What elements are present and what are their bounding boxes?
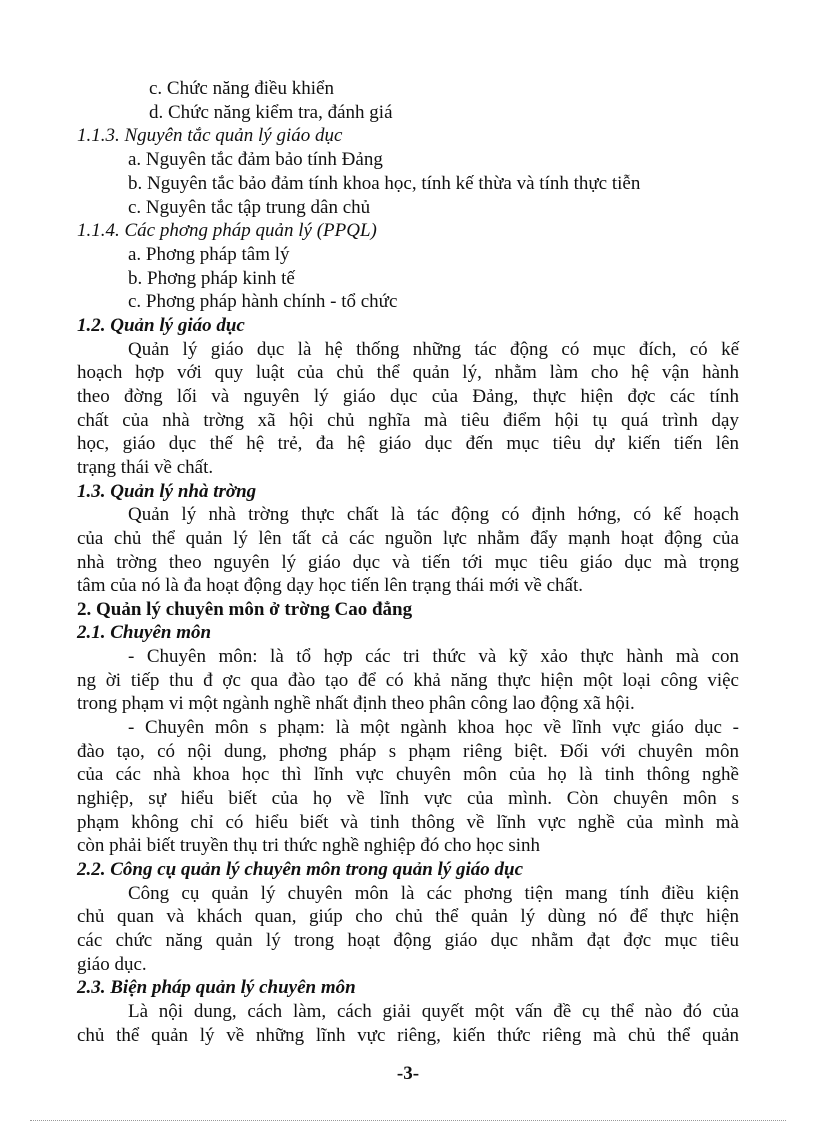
paragraph-line: chủ quan và khách quan, giúp cho chủ thể quản lý dùng nó để thực hiện: [77, 906, 739, 927]
paragraph-line: nghiệp, sự hiểu biết của họ về lĩnh vực của mình. Còn chuyên môn s: [77, 788, 739, 809]
paragraph-line: hoạch hợp với quy luật của chủ thể quản lý, nhằm làm cho hệ vận hành: [77, 362, 739, 383]
paragraph-line: - Chuyên môn s phạm: là một ngành khoa học về lĩnh vực giáo dục -: [128, 717, 739, 738]
section-heading-1-2: 1.2. Quản lý giáo dục: [77, 315, 245, 336]
paragraph-line: phạm không chỉ có hiểu biết và tinh thông về lĩnh vực nghề của mình mà: [77, 812, 739, 833]
section-heading-2-3: 2.3. Biện pháp quản lý chuyên môn: [77, 977, 356, 998]
page-divider: [30, 1120, 786, 1121]
outline-item: b. Nguyên tắc bảo đảm tính khoa học, tính kế thừa và tính thực tiễn: [128, 173, 641, 194]
subheading-1-1-4: 1.1.4. Các phơng pháp quản lý (PPQL): [77, 220, 377, 241]
page-number: -3-: [396, 1063, 420, 1084]
paragraph-line: nhà trờng theo nguyên lý giáo dục và tiến tới mục tiêu giáo dục mà trọng: [77, 552, 739, 573]
paragraph-line: theo đờng lối và nguyên lý giáo dục của Đảng, thực hiện đợc các tính: [77, 386, 739, 407]
paragraph-line: Công cụ quản lý chuyên môn là các phơng tiện mang tính điều kiện: [128, 883, 739, 904]
outline-item: a. Nguyên tắc đảm bảo tính Đảng: [128, 149, 383, 170]
paragraph-line: ng ời tiếp thu đ ợc qua đào tạo để có khả năng thực hiện một loại công việc: [77, 670, 739, 691]
section-heading-1-3: 1.3. Quản lý nhà trờng: [77, 481, 257, 502]
paragraph-line: của các nhà khoa học thì lĩnh vực chuyên môn của họ là tinh thông nghề: [77, 764, 739, 785]
paragraph-line: các chức năng quản lý trong hoạt động giáo dục nhằm đạt đợc mục tiêu: [77, 930, 739, 951]
outline-item: a. Phơng pháp tâm lý: [128, 244, 290, 265]
paragraph-line: trong phạm vi một ngành nghề nhất định theo phân công lao động xã hội.: [77, 693, 635, 714]
paragraph-line: - Chuyên môn: là tổ hợp các tri thức và kỹ xảo thực hành mà con: [128, 646, 739, 667]
paragraph-line: đào tạo, có nội dung, phơng pháp s phạm riêng biệt. Đối với chuyên môn: [77, 741, 739, 762]
outline-item: c. Chức năng điều khiển: [149, 78, 334, 99]
section-heading-2-2: 2.2. Công cụ quản lý chuyên môn trong quản lý giáo dục: [77, 859, 524, 880]
paragraph-line: Quản lý giáo dục là hệ thống những tác động có mục đích, có kế: [128, 339, 739, 360]
section-heading-2-1: 2.1. Chuyên môn: [77, 622, 212, 643]
outline-item: b. Phơng pháp kinh tế: [128, 268, 295, 289]
section-heading-2: 2. Quản lý chuyên môn ở trờng Cao đẳng: [77, 599, 413, 620]
paragraph-line: của chủ thể quản lý lên tất cả các nguồn lực nhằm đẩy mạnh hoạt động của: [77, 528, 739, 549]
outline-item: d. Chức năng kiểm tra, đánh giá: [149, 102, 393, 123]
paragraph-line: học, giáo dục thế hệ trẻ, đa hệ giáo dục đến mục tiêu dự kiến tiến lên: [77, 433, 739, 454]
subheading-1-1-3: 1.1.3. Nguyên tắc quản lý giáo dục: [77, 125, 343, 146]
paragraph-line: trạng thái về chất.: [77, 457, 214, 478]
paragraph-line: chủ thể quản lý về những lĩnh vực riêng, kiến thức riêng mà chủ thể quản: [77, 1025, 739, 1046]
paragraph-line: còn phải biết truyền thụ tri thức nghề nghiệp đó cho học sinh: [77, 835, 541, 856]
paragraph-line: giáo dục.: [77, 954, 147, 975]
paragraph-line: chất của nhà trờng xã hội chủ nghĩa mà tiêu điểm hội tụ quá trình dạy: [77, 410, 739, 431]
paragraph-line: tâm của nó là đa hoạt động dạy học tiến lên trạng thái mới về chất.: [77, 575, 583, 596]
outline-item: c. Phơng pháp hành chính - tổ chức: [128, 291, 398, 312]
paragraph-line: Là nội dung, cách làm, cách giải quyết một vấn đề cụ thể nào đó của: [128, 1001, 739, 1022]
outline-item: c. Nguyên tắc tập trung dân chủ: [128, 197, 371, 218]
paragraph-line: Quản lý nhà trờng thực chất là tác động có định hớng, có kế hoạch: [128, 504, 739, 525]
